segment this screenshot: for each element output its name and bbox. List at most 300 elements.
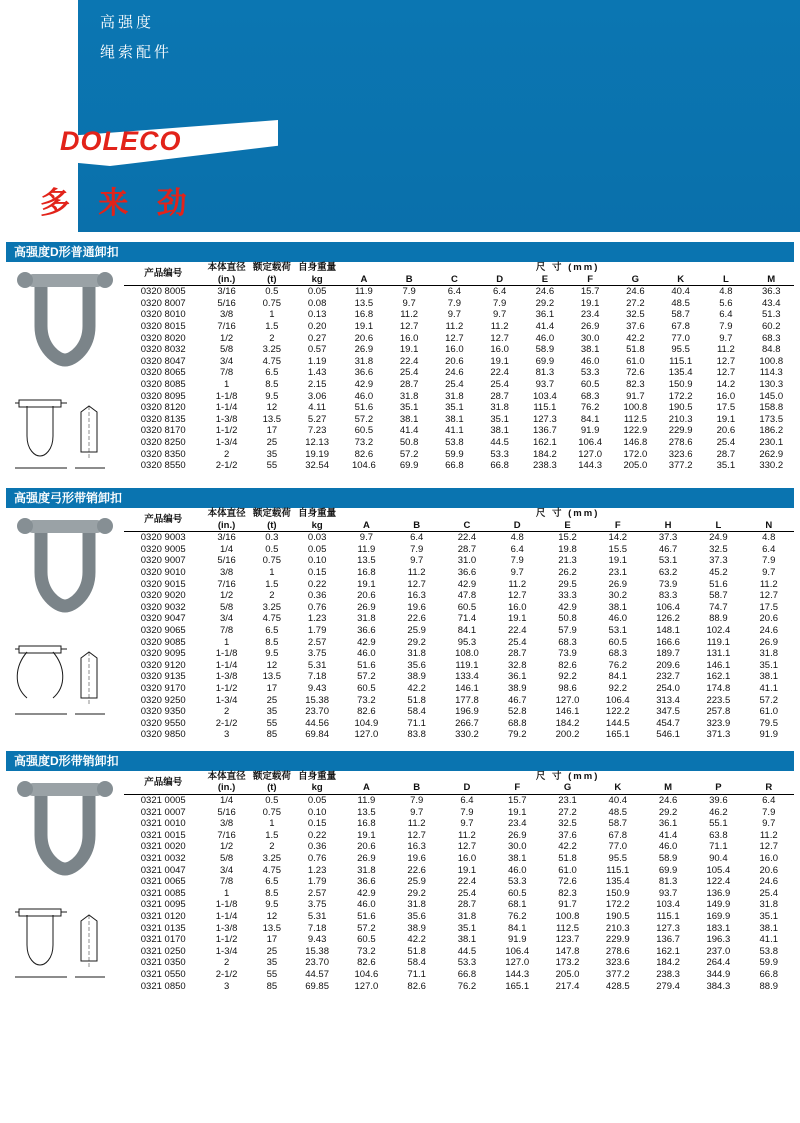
cell-dim-L: 4.8 <box>719 286 733 298</box>
cell-dim-P: 90.4 <box>709 853 728 865</box>
cell-product-code: 0320 8032 <box>140 344 186 356</box>
cell-dim-E: 92.2 <box>558 671 577 683</box>
cell-dim-K: 115.1 <box>606 864 630 876</box>
table-subheader-row <box>124 782 794 794</box>
cell-dim-C: 59.9 <box>445 448 464 460</box>
cell-dim-L: 45.2 <box>709 566 728 578</box>
cell-dim-M: 51.3 <box>762 309 781 321</box>
cell-rated-load: 17 <box>266 682 278 694</box>
header-dim-B: B <box>413 782 421 794</box>
cell-dim-E: 19.8 <box>558 543 577 555</box>
cell-weight: 23.70 <box>305 706 329 718</box>
cell-dim-C: 330.2 <box>455 729 479 741</box>
cell-dim-E: 42.9 <box>558 601 577 613</box>
cell-dim-P: 196.3 <box>706 934 731 946</box>
cell-body-diameter: 3/4 <box>219 864 234 876</box>
cell-dim-L: 131.1 <box>706 648 731 660</box>
cell-body-diameter: 1-3/4 <box>215 945 238 957</box>
table-row <box>124 555 794 567</box>
cell-dim-F: 122.2 <box>605 706 630 718</box>
cell-dim-D: 7.9 <box>460 806 474 818</box>
cell-dim-D: 19.1 <box>507 613 527 625</box>
specification-table <box>124 508 794 741</box>
cell-weight: 5.31 <box>307 911 327 922</box>
cell-dim-G: 51.8 <box>626 344 645 356</box>
table-row <box>124 367 794 379</box>
cell-dim-A: 51.6 <box>357 911 376 922</box>
cell-dim-F: 38.1 <box>580 344 600 356</box>
cell-dim-B: 71.1 <box>407 717 426 729</box>
cell-dim-A: 36.6 <box>354 367 374 379</box>
cell-dim-H: 546.1 <box>656 729 680 741</box>
cell-dim-A: 82.6 <box>357 957 376 969</box>
cell-product-code: 0321 0095 <box>140 899 186 911</box>
table-row <box>124 602 794 614</box>
cell-dim-G: 72.6 <box>626 367 645 379</box>
table-row <box>124 660 794 672</box>
cell-dim-B: 29.2 <box>407 887 426 899</box>
cell-dim-K: 77.0 <box>671 332 690 344</box>
cell-dim-P: 264.4 <box>706 957 731 969</box>
cell-dim-C: 31.8 <box>445 390 464 402</box>
cell-dim-E: 162.1 <box>532 436 557 448</box>
cell-dim-L: 11.2 <box>716 344 735 356</box>
cell-dim-A: 57.2 <box>357 671 376 683</box>
cell-body-diameter: 5/8 <box>219 344 234 356</box>
cell-dim-R: 41.1 <box>759 934 778 946</box>
cell-dim-C: 266.7 <box>455 717 479 729</box>
cell-dim-A: 20.6 <box>357 590 376 602</box>
cell-product-code: 0320 8550 <box>140 460 186 472</box>
product-section <box>6 242 794 478</box>
cell-dim-L: 223.5 <box>706 694 731 706</box>
cell-dim-C: 177.8 <box>455 694 479 706</box>
table-row <box>124 333 794 345</box>
cell-dim-D: 31.8 <box>457 911 477 922</box>
cell-dim-G: 24.6 <box>626 286 645 298</box>
table-row <box>124 841 794 853</box>
cell-product-code: 0320 8085 <box>140 378 186 390</box>
cell-dim-D: 11.2 <box>508 578 527 590</box>
header-dim-M: M <box>767 273 776 285</box>
table-row <box>124 865 794 877</box>
cell-rated-load: 55 <box>266 968 278 980</box>
table-header-row <box>124 508 794 520</box>
cell-body-diameter: 2 <box>223 706 230 718</box>
cell-dim-F: 30.0 <box>580 332 600 344</box>
cell-dim-C: 16.0 <box>445 344 464 356</box>
cell-dim-K: 323.6 <box>668 448 693 460</box>
header-product-code: 产品编号 <box>144 776 183 788</box>
cell-dim-M: 36.1 <box>658 818 678 830</box>
shackle-photo <box>11 777 119 897</box>
header-dim-K: K <box>677 273 685 285</box>
cell-dim-G: 205.0 <box>555 968 580 980</box>
cell-dim-A: 11.9 <box>357 795 376 807</box>
cell-weight: 15.38 <box>305 945 329 957</box>
cell-dim-B: 35.6 <box>407 911 426 922</box>
cell-dim-K: 77.0 <box>608 841 628 853</box>
cell-product-code: 0320 8005 <box>140 286 186 298</box>
cell-dim-M: 127.3 <box>656 922 680 934</box>
cell-dim-H: 53.1 <box>658 555 678 567</box>
cell-dim-R: 35.1 <box>759 911 778 922</box>
cell-dim-D: 28.7 <box>490 390 509 402</box>
cell-rated-load: 8.5 <box>265 887 279 899</box>
cell-product-code: 0320 9003 <box>140 532 186 544</box>
cell-dim-B: 11.2 <box>407 566 426 578</box>
cell-dim-F: 106.4 <box>578 436 603 448</box>
cell-dim-K: 377.2 <box>668 460 693 472</box>
header-rated-load: 额定载荷 <box>252 508 291 519</box>
cell-dim-A: 82.6 <box>354 448 374 460</box>
cell-dim-M: 330.2 <box>759 460 784 472</box>
cell-dim-M: 173.5 <box>759 413 784 425</box>
cell-dim-F: 91.9 <box>580 425 600 437</box>
table-row <box>124 567 794 579</box>
cell-dim-E: 115.1 <box>533 402 557 414</box>
cell-dim-G: 205.0 <box>623 460 648 472</box>
cell-dim-P: 63.8 <box>709 829 728 841</box>
cell-body-diameter: 3/4 <box>219 355 234 367</box>
cell-dim-K: 210.3 <box>605 922 630 934</box>
cell-dim-R: 53.8 <box>759 945 778 957</box>
cell-rated-load: 3.25 <box>262 344 282 356</box>
header-dimensions-group: 尺 寸 (mm) <box>535 262 600 273</box>
cell-product-code: 0320 9550 <box>140 717 186 729</box>
cell-product-code: 0320 9005 <box>140 543 186 555</box>
cell-dim-E: 127.0 <box>555 694 580 706</box>
cell-dim-R: 20.6 <box>759 864 778 876</box>
cell-body-diameter: 1-1/2 <box>215 682 238 694</box>
cell-weight: 3.06 <box>307 390 327 402</box>
cell-dim-B: 57.2 <box>399 448 419 460</box>
cell-dim-E: 69.9 <box>535 355 555 367</box>
logo-chinese-name: 多 来 劲 <box>40 187 197 220</box>
cell-dim-B: 51.8 <box>407 694 426 706</box>
cell-product-code: 0320 8350 <box>140 448 186 460</box>
cell-product-code: 0320 9047 <box>140 613 186 625</box>
table-row <box>124 425 794 437</box>
cell-product-code: 0320 8047 <box>140 355 186 367</box>
cell-dim-E: 127.3 <box>532 413 557 425</box>
cell-dim-A: 9.7 <box>359 532 373 544</box>
cell-dim-A: 26.9 <box>357 601 376 613</box>
cell-dim-G: 172.0 <box>623 448 648 460</box>
table-row <box>124 981 794 993</box>
cell-rated-load: 1.5 <box>265 829 279 841</box>
cell-dim-B: 51.8 <box>407 945 426 957</box>
cell-dim-B: 29.2 <box>407 636 426 648</box>
cell-dim-F: 46.0 <box>580 355 600 367</box>
cell-body-diameter: 1/2 <box>219 841 234 853</box>
cell-dim-P: 39.6 <box>709 795 728 807</box>
cell-rated-load: 4.75 <box>262 864 282 876</box>
cell-rated-load: 9.5 <box>265 390 279 402</box>
cell-dim-D: 25.4 <box>457 887 477 899</box>
table-row <box>124 969 794 981</box>
cell-dim-F: 46.0 <box>608 613 628 625</box>
cell-dim-G: 23.1 <box>558 795 577 807</box>
cell-weight: 0.03 <box>307 532 327 544</box>
cell-dim-N: 61.0 <box>759 706 778 718</box>
cell-body-diameter: 1/2 <box>219 332 234 344</box>
cell-dim-L: 25.4 <box>716 436 736 448</box>
cell-product-code: 0321 0550 <box>140 968 186 980</box>
cell-dim-M: 162.1 <box>656 945 680 957</box>
cell-dim-B: 50.8 <box>399 436 419 448</box>
section-body <box>6 771 794 992</box>
cell-dim-K: 210.3 <box>668 413 693 425</box>
cell-dim-F: 53.1 <box>608 624 628 636</box>
cell-dim-P: 344.9 <box>706 968 731 980</box>
cell-dim-D: 66.8 <box>457 968 477 980</box>
cell-dim-M: 114.3 <box>759 367 783 379</box>
cell-weight: 1.79 <box>307 624 327 636</box>
header-weight: 自身重量 <box>298 508 337 519</box>
cell-dim-K: 135.4 <box>668 367 693 379</box>
header-body-diameter-unit: (in.) <box>217 782 236 794</box>
cell-product-code: 0320 8095 <box>140 390 186 402</box>
cell-dim-B: 22.6 <box>407 613 426 625</box>
cell-dim-C: 60.5 <box>457 601 477 613</box>
cell-weight: 0.15 <box>307 566 327 578</box>
cell-dim-L: 12.7 <box>716 355 736 367</box>
cell-dim-G: 173.2 <box>555 957 580 969</box>
cell-product-code: 0320 8020 <box>140 332 186 344</box>
section-body <box>6 262 794 478</box>
cell-dim-E: 33.3 <box>558 590 577 602</box>
cell-dim-G: 112.5 <box>623 413 647 425</box>
cell-body-diameter: 2-1/2 <box>215 717 238 729</box>
cell-product-code: 0320 9135 <box>140 671 186 683</box>
cell-dim-K: 67.8 <box>608 829 628 841</box>
cell-dim-F: 68.3 <box>580 390 600 402</box>
cell-dim-E: 29.2 <box>535 297 555 309</box>
cell-rated-load: 6.5 <box>265 876 279 888</box>
cell-dim-A: 57.2 <box>357 922 376 934</box>
cell-dim-L: 5.6 <box>719 297 733 309</box>
cell-dim-F: 23.1 <box>608 566 628 578</box>
cell-dim-D: 35.1 <box>457 922 477 934</box>
table-subheader-row <box>124 274 794 286</box>
cell-dim-G: 217.4 <box>555 980 580 992</box>
cell-dim-F: 23.4 <box>507 818 527 830</box>
specification-table <box>124 262 794 472</box>
cell-dim-D: 12.7 <box>457 841 477 853</box>
header-weight-unit: kg <box>311 519 323 531</box>
cell-dim-C: 36.6 <box>457 566 477 578</box>
cell-dim-L: 51.6 <box>709 578 728 590</box>
cell-dim-H: 73.9 <box>658 578 678 590</box>
cell-dim-G: 42.2 <box>558 841 577 853</box>
cell-weight: 0.76 <box>307 853 327 865</box>
cell-dim-G: 82.3 <box>626 378 645 390</box>
cell-dim-B: 69.9 <box>399 460 419 472</box>
cell-dim-L: 14.2 <box>716 378 736 390</box>
cell-body-diameter: 1 <box>223 887 230 899</box>
cell-dim-D: 22.4 <box>457 876 477 888</box>
cell-dim-M: 136.7 <box>656 934 680 946</box>
cell-dim-M: 58.9 <box>658 853 678 865</box>
cell-dim-B: 19.6 <box>407 601 426 613</box>
cell-dim-A: 20.6 <box>354 332 374 344</box>
cell-dim-L: 24.9 <box>709 532 728 544</box>
cell-weight: 32.54 <box>305 460 329 472</box>
cell-dim-N: 6.4 <box>762 543 776 555</box>
cell-weight: 44.57 <box>305 968 329 980</box>
cell-dim-A: 60.5 <box>357 934 376 946</box>
table-subheader-row <box>124 520 794 532</box>
cell-dim-N: 91.9 <box>759 729 778 741</box>
header-chinese-line-2: 绳索配件 <box>100 44 173 61</box>
cell-dim-C: 11.2 <box>445 320 464 332</box>
cell-dim-G: 100.8 <box>555 911 580 922</box>
cell-dim-L: 16.0 <box>716 390 736 402</box>
cell-dim-G: 123.7 <box>555 934 580 946</box>
cell-dim-B: 11.2 <box>407 818 426 830</box>
cell-dim-D: 79.2 <box>507 729 527 741</box>
cell-weight: 0.22 <box>307 829 327 841</box>
cell-dim-C: 42.9 <box>457 578 477 590</box>
cell-rated-load: 35 <box>266 957 278 969</box>
cell-dim-D: 68.8 <box>507 717 527 729</box>
cell-product-code: 0321 0250 <box>140 945 186 957</box>
cell-dim-D: 16.0 <box>457 853 477 865</box>
figure-column <box>6 771 124 987</box>
cell-dim-G: 91.7 <box>626 390 645 402</box>
cell-dim-B: 7.9 <box>410 795 424 807</box>
cell-rated-load: 13.5 <box>262 671 282 683</box>
cell-dim-F: 127.0 <box>505 957 530 969</box>
cell-dim-B: 16.3 <box>407 841 426 853</box>
cell-dim-A: 127.0 <box>354 729 379 741</box>
cell-dim-B: 9.7 <box>402 297 416 309</box>
cell-dim-K: 190.5 <box>668 402 693 414</box>
cell-dim-K: 95.5 <box>608 853 628 865</box>
cell-body-diameter: 2-1/2 <box>215 968 238 980</box>
table-row <box>124 683 794 695</box>
cell-dim-P: 122.4 <box>706 876 731 888</box>
cell-rated-load: 1 <box>269 309 275 321</box>
cell-dim-D: 52.8 <box>507 706 527 718</box>
cell-weight: 0.20 <box>307 320 327 332</box>
cell-dim-R: 24.6 <box>759 876 778 888</box>
table-row <box>124 356 794 368</box>
cell-dim-N: 38.1 <box>759 671 778 683</box>
cell-dim-A: 19.1 <box>354 320 374 332</box>
cell-dim-B: 35.6 <box>407 659 426 671</box>
cell-dim-D: 38.1 <box>490 425 509 437</box>
cell-dim-F: 76.2 <box>608 659 628 671</box>
cell-dim-B: 19.6 <box>407 853 426 865</box>
cell-body-diameter: 3/16 <box>217 286 236 298</box>
cell-dim-C: 146.1 <box>455 682 479 694</box>
cell-product-code: 0321 0350 <box>140 957 186 969</box>
cell-dim-H: 63.2 <box>658 566 678 578</box>
cell-weight: 23.70 <box>305 957 329 969</box>
cell-dim-C: 53.8 <box>445 436 464 448</box>
cell-dim-F: 26.9 <box>608 578 628 590</box>
cell-dim-K: 229.9 <box>605 934 630 946</box>
cell-dim-A: 26.9 <box>354 344 374 356</box>
cell-dim-H: 106.4 <box>656 601 680 613</box>
cell-product-code: 0321 0032 <box>140 853 186 865</box>
cell-rated-load: 4.75 <box>262 613 282 625</box>
cell-weight: 1.43 <box>307 367 327 379</box>
cell-dim-A: 73.2 <box>354 436 374 448</box>
cell-dim-A: 60.5 <box>357 682 376 694</box>
cell-dim-C: 12.7 <box>445 332 464 344</box>
cell-product-code: 0320 8135 <box>140 413 186 425</box>
header-dim-C: C <box>450 273 458 285</box>
cell-dim-C: 31.0 <box>457 555 477 567</box>
cell-product-code: 0321 0005 <box>140 795 186 807</box>
cell-dim-A: 36.6 <box>357 876 376 888</box>
cell-rated-load: 0.75 <box>262 806 282 818</box>
cell-dim-N: 20.6 <box>759 613 778 625</box>
header-dimensions-group: 尺 寸 (mm) <box>535 508 600 519</box>
cell-dim-E: 82.6 <box>558 659 577 671</box>
cell-dim-A: 73.2 <box>357 945 376 957</box>
cell-dim-A: 11.9 <box>357 543 376 555</box>
table-row <box>124 818 794 830</box>
cell-dim-H: 83.3 <box>658 590 678 602</box>
cell-weight: 2.57 <box>307 636 327 648</box>
cell-rated-load: 12 <box>266 402 278 414</box>
table-row <box>124 449 794 461</box>
cell-dim-L: 12.7 <box>716 367 736 379</box>
header-rated-load-unit: (t) <box>267 782 277 794</box>
cell-dim-D: 66.8 <box>490 460 509 472</box>
cell-dim-L: 74.7 <box>709 601 728 613</box>
cell-dim-G: 122.9 <box>623 425 648 437</box>
table-row <box>124 532 794 544</box>
cell-dim-C: 133.4 <box>455 671 479 683</box>
cell-dim-K: 48.5 <box>608 806 628 818</box>
cell-dim-D: 38.1 <box>457 934 477 946</box>
cell-dim-E: 146.1 <box>555 706 580 718</box>
cell-dim-L: 88.9 <box>709 613 728 625</box>
cell-dim-F: 60.5 <box>507 887 527 899</box>
cell-dim-F: 144.3 <box>578 460 603 472</box>
cell-dim-A: 46.0 <box>354 390 374 402</box>
cell-dim-L: 6.4 <box>719 309 733 321</box>
cell-rated-load: 0.3 <box>265 532 279 544</box>
cell-dim-G: 61.0 <box>626 355 645 367</box>
table-row <box>124 876 794 888</box>
cell-dim-N: 11.2 <box>759 578 778 590</box>
cell-dim-P: 105.4 <box>706 864 731 876</box>
table-row <box>124 625 794 637</box>
cell-weight: 44.56 <box>305 717 329 729</box>
cell-dim-G: 61.0 <box>558 864 577 876</box>
cell-dim-D: 32.8 <box>507 659 527 671</box>
cell-dim-R: 38.1 <box>759 922 778 934</box>
cell-dim-B: 58.4 <box>407 706 426 718</box>
cell-dim-P: 149.9 <box>706 899 731 911</box>
cell-dim-L: 32.5 <box>709 543 728 555</box>
cell-dim-N: 9.7 <box>762 566 776 578</box>
cell-body-diameter: 2 <box>223 448 230 460</box>
cell-dim-C: 66.8 <box>445 460 464 472</box>
cell-rated-load: 1 <box>269 818 275 830</box>
cell-dim-B: 7.9 <box>410 543 424 555</box>
cell-dim-E: 29.5 <box>558 578 577 590</box>
cell-dim-H: 209.6 <box>656 659 680 671</box>
section-title: 高强度D形带销卸扣 <box>6 751 794 771</box>
cell-dim-F: 19.1 <box>507 806 527 818</box>
